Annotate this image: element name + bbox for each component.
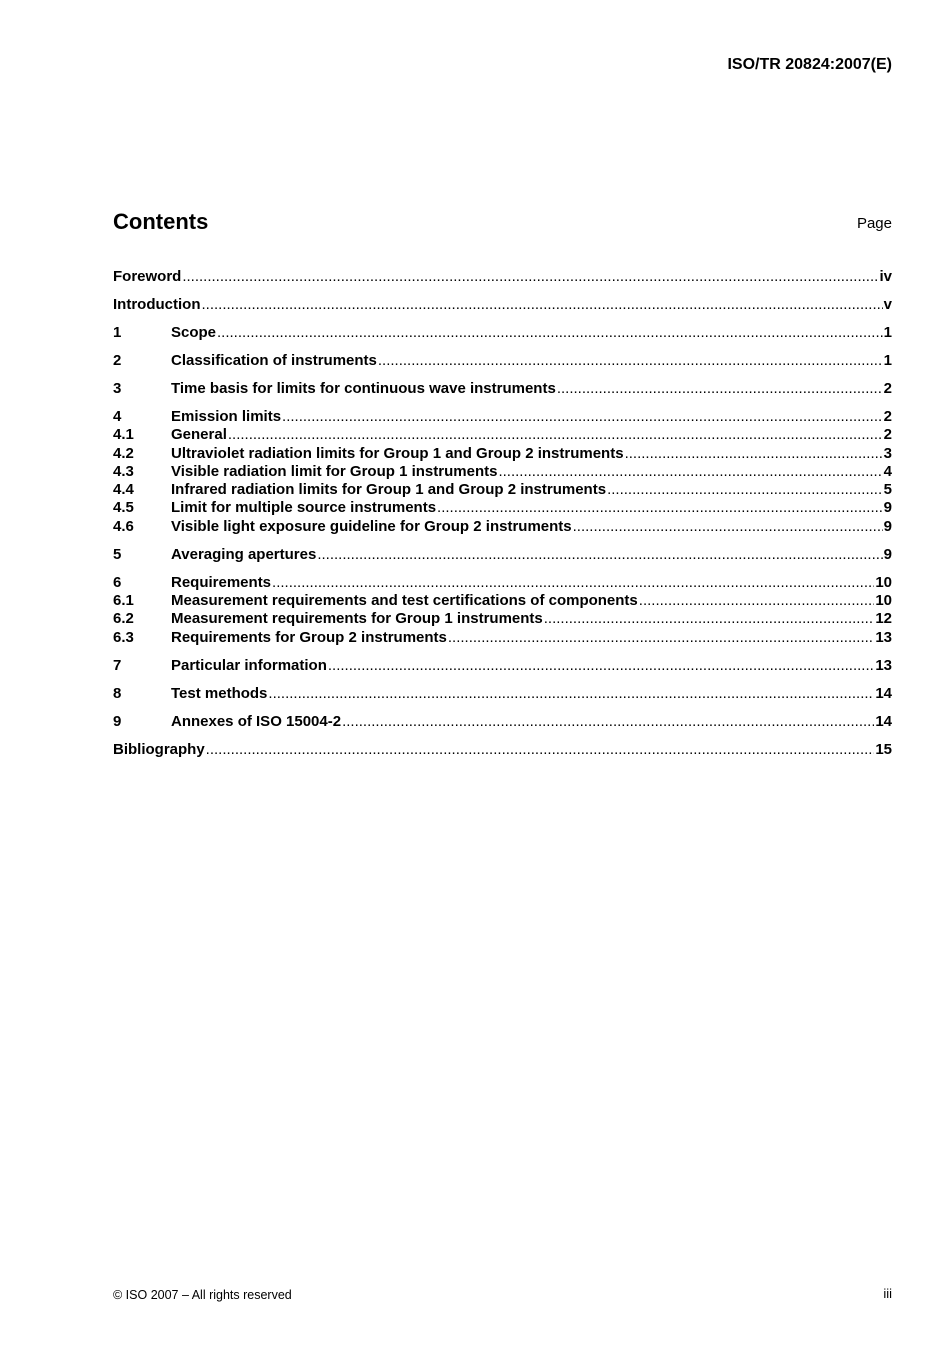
toc-entry-page: 13 — [875, 656, 892, 674]
toc-dot-leader — [498, 463, 882, 481]
toc-dot-leader — [557, 380, 883, 398]
toc-dot-leader — [607, 481, 883, 499]
toc-entry-page: 2 — [883, 407, 892, 425]
toc-entry[interactable] — [113, 592, 892, 610]
toc-dot-leader — [228, 426, 883, 444]
document-id: ISO/TR 20824:2007(E) — [727, 56, 892, 73]
toc-entry-number: 5 — [113, 545, 122, 563]
toc-entry-title: Ultraviolet radiation limits for Group 1 and Group 2 instruments — [171, 444, 624, 462]
toc-entry-title: Measurement requirements for Group 1 instruments — [171, 610, 543, 628]
toc-entry[interactable] — [113, 445, 892, 463]
toc-dot-leader — [639, 592, 875, 610]
toc-entry[interactable] — [113, 518, 892, 536]
toc-entry-page: 9 — [883, 517, 892, 535]
toc-entry-title: Annexes of ISO 15004-2 — [171, 712, 342, 730]
toc-entry[interactable] — [113, 499, 892, 517]
toc-entry-number: 7 — [113, 656, 122, 674]
toc-entry[interactable] — [113, 426, 892, 444]
toc-entry[interactable] — [113, 610, 892, 628]
toc-entry-number: 4.1 — [113, 426, 134, 444]
toc-dot-leader — [282, 408, 883, 426]
toc-entry[interactable] — [113, 657, 892, 675]
toc-entry[interactable] — [113, 296, 892, 314]
toc-entry-page: 14 — [875, 712, 892, 730]
toc-entry-title: Limit for multiple source instruments — [171, 499, 437, 517]
toc-entry[interactable] — [113, 463, 892, 481]
toc-dot-leader — [342, 713, 874, 731]
toc-dot-leader — [544, 610, 875, 628]
toc-entry-title: Visible light exposure guideline for Group 2 instruments — [171, 517, 572, 535]
toc-entry-number: 6.2 — [113, 610, 134, 628]
page-column-label: Page — [856, 215, 892, 232]
toc-dot-leader — [182, 268, 878, 286]
toc-entry-title: Scope — [171, 323, 217, 341]
copyright-notice: © ISO 2007 – All rights reserved — [113, 1288, 292, 1302]
toc-entry-title: Particular information — [171, 656, 327, 674]
toc-entry-number: 9 — [113, 712, 122, 730]
toc-entry-page: 10 — [875, 573, 892, 591]
table-of-contents — [113, 268, 892, 759]
toc-entry-number: 1 — [113, 323, 122, 341]
toc-entry-number: 4.2 — [113, 444, 134, 462]
toc-entry-page: 2 — [883, 379, 892, 397]
toc-entry-title: Foreword — [113, 268, 182, 285]
toc-entry[interactable] — [113, 324, 892, 342]
page-number: iii — [883, 1286, 892, 1301]
toc-entry-number: 6.3 — [113, 628, 134, 646]
toc-entry[interactable] — [113, 713, 892, 731]
toc-entry[interactable] — [113, 546, 892, 564]
toc-entry-title: Bibliography — [113, 740, 205, 758]
toc-dot-leader — [201, 296, 882, 314]
toc-dot-leader — [573, 518, 883, 536]
toc-entry-title: Measurement requirements and test certifications of components — [171, 591, 638, 609]
toc-dot-leader — [268, 685, 874, 703]
toc-entry-page: 15 — [875, 740, 892, 758]
toc-entry-title: Time basis for limits for continuous wave instruments — [171, 379, 556, 397]
toc-dot-leader — [378, 352, 883, 370]
toc-entry-number: 8 — [113, 684, 122, 702]
toc-entry-page: 13 — [875, 628, 892, 646]
toc-entry-number: 4.6 — [113, 517, 134, 535]
toc-dot-leader — [217, 324, 883, 342]
toc-entry[interactable] — [113, 574, 892, 592]
toc-entry-title: Test methods — [171, 684, 268, 702]
toc-entry[interactable] — [113, 408, 892, 426]
toc-dot-leader — [625, 445, 883, 463]
toc-entry-page: 9 — [883, 499, 892, 517]
toc-entry-title: Requirements for Group 2 instruments — [171, 628, 447, 646]
toc-entry-page: 10 — [875, 591, 892, 609]
toc-entry[interactable] — [113, 380, 892, 398]
toc-entry-page: 1 — [883, 351, 892, 369]
toc-entry-page: 14 — [875, 684, 892, 702]
toc-dot-leader — [448, 629, 874, 647]
toc-entry-page: iv — [879, 268, 892, 285]
toc-entry[interactable] — [113, 741, 892, 759]
toc-entry-page: 4 — [883, 462, 892, 480]
toc-entry[interactable] — [113, 352, 892, 370]
toc-entry-number: 4.3 — [113, 462, 134, 480]
toc-entry-title: Averaging apertures — [171, 545, 317, 563]
toc-entry-page: 12 — [875, 610, 892, 628]
toc-entry-title: Infrared radiation limits for Group 1 and Group 2 instruments — [171, 481, 607, 499]
toc-entry-number: 6 — [113, 573, 122, 591]
toc-entry-number: 4.5 — [113, 499, 134, 517]
contents-title: Contents — [113, 209, 209, 234]
toc-entry-title: Classification of instruments — [171, 351, 377, 369]
toc-entry-title: Introduction — [113, 295, 201, 313]
toc-entry-page: v — [883, 295, 892, 313]
toc-dot-leader — [272, 574, 874, 592]
toc-entry-title: Emission limits — [171, 407, 282, 425]
toc-entry[interactable] — [113, 268, 892, 286]
toc-entry-number: 6.1 — [113, 591, 134, 609]
toc-entry-page: 9 — [883, 545, 892, 563]
toc-dot-leader — [317, 546, 882, 564]
toc-entry-page: 5 — [883, 481, 892, 499]
toc-entry[interactable] — [113, 629, 892, 647]
toc-dot-leader — [437, 499, 883, 517]
toc-entry[interactable] — [113, 481, 892, 499]
toc-entry-number: 3 — [113, 379, 122, 397]
toc-entry-title: Visible radiation limit for Group 1 instruments — [171, 462, 498, 480]
toc-dot-leader — [328, 657, 874, 675]
toc-entry-page: 3 — [883, 444, 892, 462]
toc-entry-page: 2 — [883, 426, 892, 444]
toc-entry[interactable] — [113, 685, 892, 703]
toc-entry-number: 4 — [113, 407, 122, 425]
toc-entry-title: Requirements — [171, 573, 272, 591]
toc-entry-number: 4.4 — [113, 481, 134, 499]
toc-entry-number: 2 — [113, 351, 122, 369]
toc-dot-leader — [206, 741, 875, 759]
toc-entry-page: 1 — [883, 323, 892, 341]
toc-entry-title: General — [171, 426, 227, 444]
